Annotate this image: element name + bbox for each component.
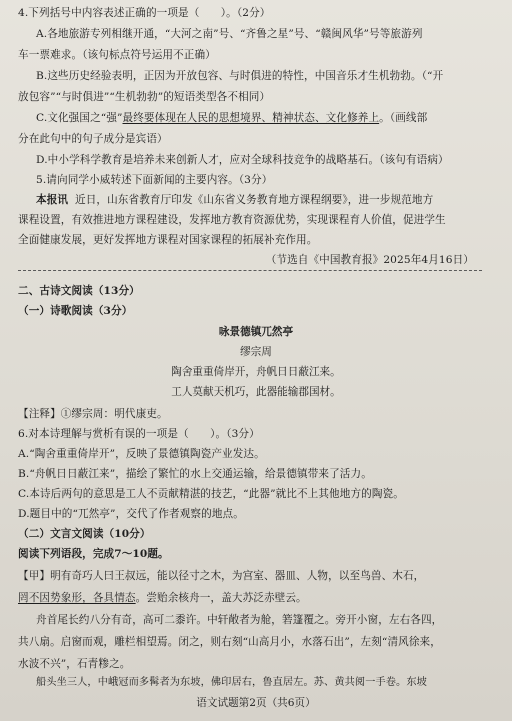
prose-jia-line3: 舟首尾长约八分有奇，高可二黍许。中轩敞者为舱，箬篷覆之。旁开小窗，左右各四， — [36, 614, 443, 626]
q5-source: （节选自《中国教育报》2025年4月16日） — [265, 254, 474, 266]
page-footer: 语文试题第2页（共6页） — [196, 697, 316, 709]
q6-option-b: B.“舟帆日日蔽江来”，描绘了繁忙的水上交通运输，给景德镇带来了活力。 — [18, 468, 372, 480]
q4-option-b-cont: 放包容”“与时俱进”“生机勃勃”的短语类型各不相同） — [18, 91, 271, 103]
q6-option-a: A.“陶舍重重倚岸开”，反映了景德镇陶瓷产业发达。 — [18, 448, 265, 460]
prose-intro: 阅读下列语段，完成7～10题。 — [18, 548, 169, 560]
prose-jia-line6: 船头坐三人，中峨冠而多髯者为东坡，佛印居右，鲁直居左。苏、黄共阅一手卷。东坡 — [36, 677, 427, 688]
q5-news-text1: 近日，山东省教育厅印发《山东省义务教育地方课程纲要》，进一步规范地方 — [75, 194, 434, 206]
prose-jia-line4: 共八扇。启窗而观，雕栏相望焉。闭之，则右刻“山高月小，水落石出”，左刻“清风徐来， — [18, 636, 441, 648]
q4-option-c-underlined: 最终要体现在人民的思想境界、精神状态、文化修养上 — [122, 112, 380, 124]
q6-option-d: D.题目中的“兀然亭”，交代了作者观察的地点。 — [18, 508, 244, 520]
prose-jia-line2 — [18, 591, 307, 605]
q4-option-c-cont: 分在此句中的句子成分是宾语） — [18, 133, 168, 145]
section2-poem-subtitle: （一）诗歌阅读（3分） — [18, 305, 133, 317]
prose-jia-underlined: 罔不因势象形，各具情态 — [18, 592, 136, 604]
prose-jia-line5: 水波不兴”，石青糁之。 — [18, 658, 131, 670]
q6-stem: 6.对本诗理解与赏析有误的一项是（ ）。（3分） — [18, 428, 260, 440]
section-divider — [18, 270, 482, 271]
q4-option-b: B.这些历史经验表明，正因为开放包容、与时俱进的特性，中国音乐才生机勃勃。（“开 — [36, 70, 444, 82]
poem-line1: 陶舍重重倚岸开，舟帆日日蔽江来。 — [171, 366, 341, 378]
q4-option-c-end: 。（画线部 — [379, 112, 428, 124]
prose-jia-line1: 【甲】明有奇巧人曰王叔远，能以径寸之木，为宫室、器皿、人物，以至鸟兽、木石， — [18, 570, 425, 582]
q5-news-line3: 全面健康发展，更好发挥地方课程对国家课程的拓展补充作用。 — [18, 234, 318, 246]
poem-line2: 工人莫献天机巧，此器能输郡国材。 — [171, 386, 341, 398]
q4-option-c-start: C.文化强国之“强” — [36, 112, 123, 124]
q4-stem: 4.下列括号中内容表述正确的一项是（ ）。（2分） — [18, 7, 271, 19]
poem-note: 【注释】①缪宗周：明代康吏。 — [18, 408, 168, 420]
q5-news-label: 本报讯 — [36, 194, 69, 206]
section2-title: 二、古诗文阅读（13分） — [18, 285, 140, 297]
q6-option-c: C.本诗后两句的意思是工人不贡献精湛的技艺，“此器”就比不上其他地方的陶瓷。 — [18, 488, 404, 500]
q5-news-line2: 课程设置，有效推进地方课程建设，发挥地方教育资源优势，实现课程育人价值，促进学生 — [18, 214, 446, 226]
q5-stem: 5.请向同学小威转述下面新闻的主要内容。（3分） — [36, 174, 273, 186]
poem-title: 咏景德镇兀然亭 — [218, 326, 294, 338]
poem-author: 缪宗周 — [240, 346, 272, 358]
section2-prose-subtitle: （二）文言文阅读（10分） — [18, 528, 151, 540]
q5-news-line1 — [36, 193, 433, 207]
q4-option-d: D.中小学科学教育是培养未来创新人才，应对全球科技竞争的战略基石。（该句有语病） — [36, 154, 449, 166]
q4-option-a-cont: 车一票难求。（该句标点符号运用不正确） — [18, 49, 216, 61]
q4-option-c — [36, 111, 427, 125]
prose-jia-line2-rest: 。尝贻余核舟一，盖大苏泛赤壁云。 — [135, 592, 307, 604]
q4-option-a: A.各地旅游专列相继开通，“大河之南”号、“齐鲁之星”号、“赣闽风华”号等旅游列 — [36, 28, 423, 40]
